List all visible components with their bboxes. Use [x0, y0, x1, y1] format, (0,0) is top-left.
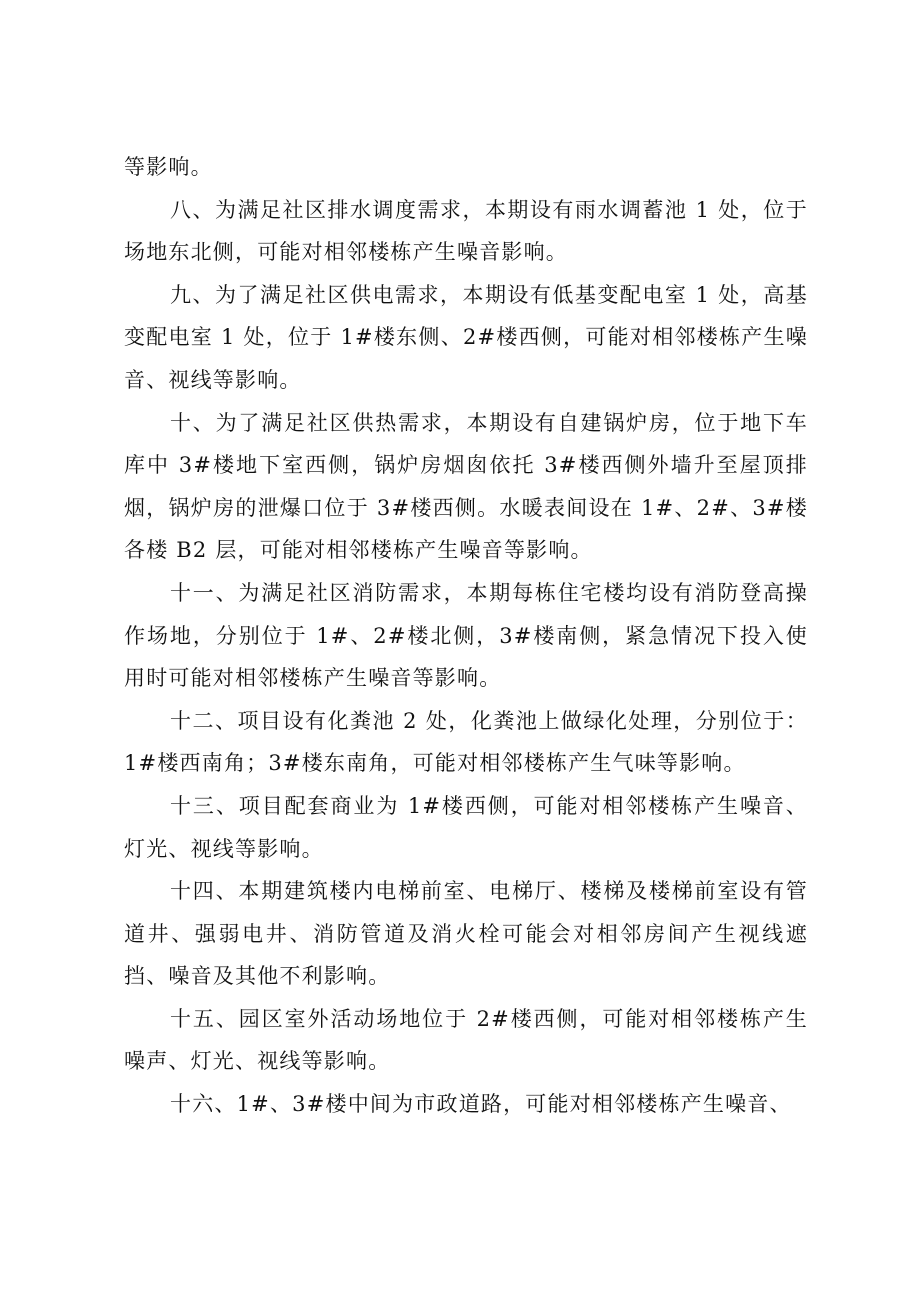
paragraph-item-10: 十、为了满足社区供热需求，本期设有自建锅炉房，位于地下车库中 3#楼地下室西侧，锅炉房烟囱依托 3#楼西侧外墙升至屋顶排烟，锅炉房的泄爆口位于 3#楼西侧。水暖表间设在 1#、2#、3#楼各楼 B2 层，可能对相邻楼栋产生噪音等影响。	[124, 410, 808, 563]
paragraph-item-13: 十三、项目配套商业为 1#楼西侧，可能对相邻楼栋产生噪音、灯光、视线等影响。	[124, 793, 808, 861]
paragraph-item-9: 九、为了满足社区供电需求，本期设有低基变配电室 1 处，高基变配电室 1 处，位于 1#楼东侧、2#楼西侧，可能对相邻楼栋产生噪音、视线等影响。	[124, 282, 808, 392]
paragraph-item-16: 十六、1#、3#楼中间为市政道路，可能对相邻楼栋产生噪音、	[170, 1092, 792, 1117]
paragraph-item-8: 八、为满足社区排水调度需求，本期设有雨水调蓄池 1 处，位于场地东北侧，可能对相邻楼栋产生噪音影响。	[124, 197, 808, 265]
document-body	[124, 146, 808, 1126]
paragraph-continuation: 等影响。	[124, 155, 213, 179]
paragraph-item-14: 十四、本期建筑楼内电梯前室、电梯厅、楼梯及楼梯前室设有管道井、强弱电井、消防管道及消火栓可能会对相邻房间产生视线遮挡、噪音及其他不利影响。	[124, 879, 808, 989]
paragraph-item-11: 十一、为满足社区消防需求，本期每栋住宅楼均设有消防登高操作场地，分别位于 1#、2#楼北侧，3#楼南侧，紧急情况下投入使用时可能对相邻楼栋产生噪音等影响。	[124, 580, 808, 691]
paragraph-item-15: 十五、园区室外活动场地位于 2#楼西侧，可能对相邻楼栋产生噪声、灯光、视线等影响。	[124, 1006, 808, 1074]
paragraph-item-12: 十二、项目设有化粪池 2 处，化粪池上做绿化处理，分别位于：1#楼西南角；3#楼东南角，可能对相邻楼栋产生气味等影响。	[124, 708, 808, 776]
